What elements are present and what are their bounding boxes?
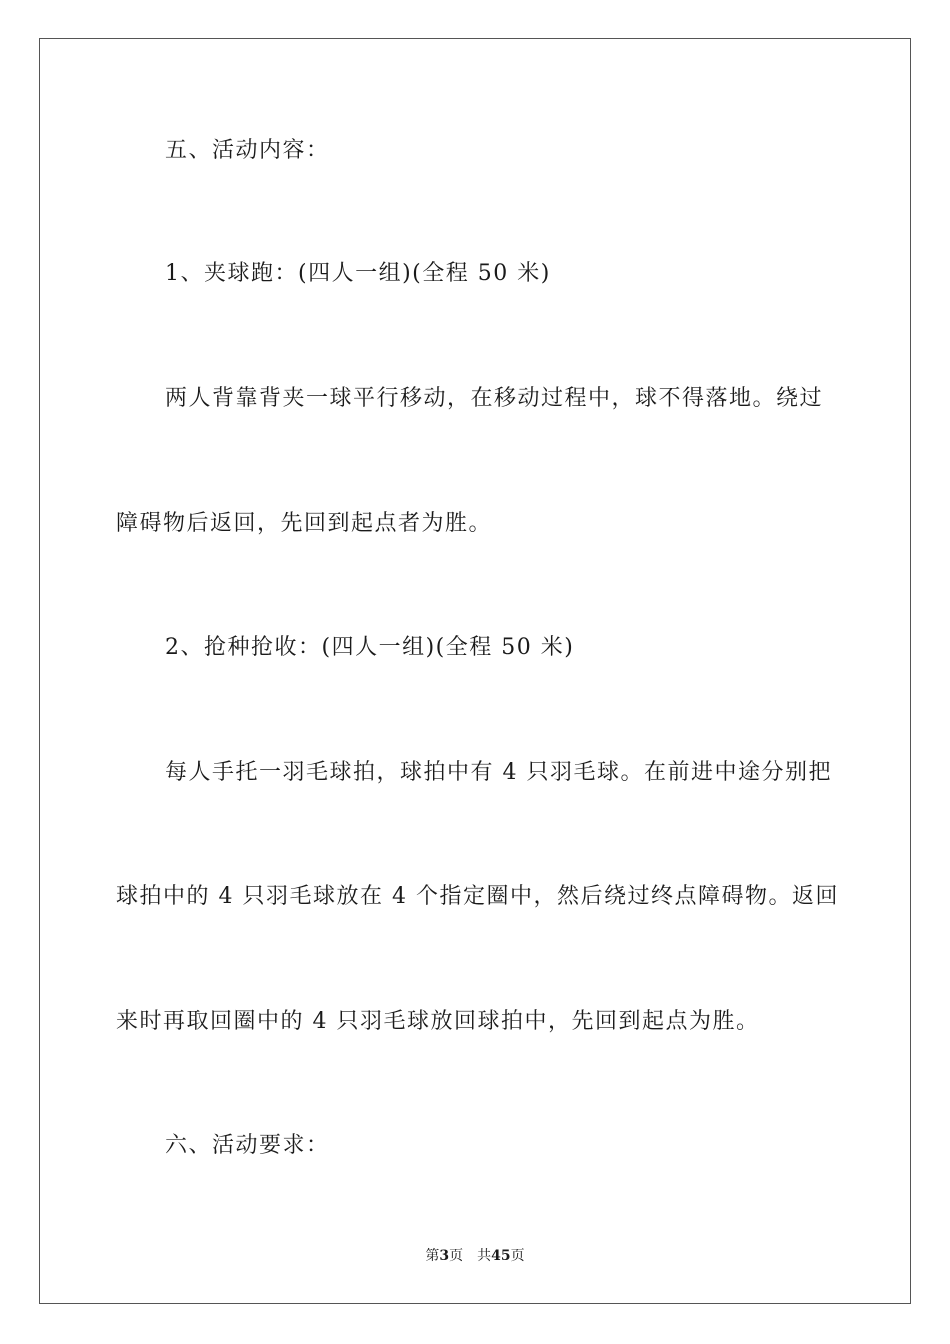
page-footer bbox=[0, 1246, 950, 1266]
item-1-heading: 1、夹球跑：(四人一组)(全程 50 米) bbox=[165, 261, 551, 286]
section-heading-5: 五、活动内容： bbox=[165, 138, 330, 163]
footer-page-word: 页 bbox=[449, 1248, 464, 1264]
page-border bbox=[39, 38, 911, 1304]
footer-total-suffix: 页 bbox=[510, 1248, 525, 1264]
paragraph-line: 球拍中的 4 只羽毛球放在 4 个指定圈中，然后绕过终点障碍物。返回 bbox=[116, 884, 839, 909]
paragraph-line: 障碍物后返回，先回到起点者为胜。 bbox=[116, 511, 493, 536]
section-heading-6: 六、活动要求： bbox=[165, 1133, 330, 1158]
paragraph-line: 来时再取回圈中的 4 只羽毛球放回球拍中，先回到起点为胜。 bbox=[116, 1009, 760, 1034]
paragraph-line: 两人背靠背夹一球平行移动，在移动过程中，球不得落地。绕过 bbox=[165, 386, 824, 411]
footer-total-pages: 45 bbox=[491, 1248, 511, 1264]
paragraph-line: 每人手托一羽毛球拍，球拍中有 4 只羽毛球。在前进中途分别把 bbox=[165, 760, 832, 785]
footer-current-page: 3 bbox=[439, 1248, 450, 1264]
item-2-heading: 2、抢种抢收：(四人一组)(全程 50 米) bbox=[165, 635, 575, 660]
footer-total-prefix: 共 bbox=[477, 1248, 492, 1264]
footer-prefix: 第 bbox=[425, 1248, 440, 1264]
